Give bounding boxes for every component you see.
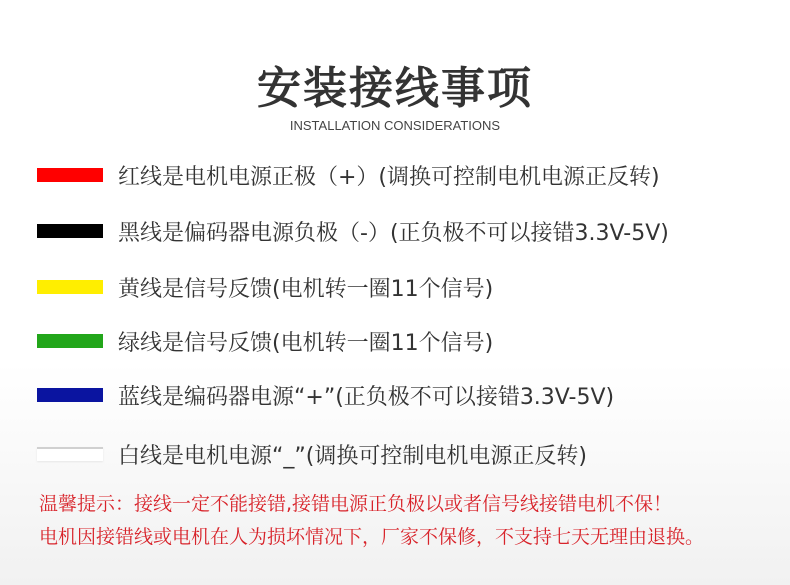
white-wire-description: 白线是电机电源“_”(调换可控制电机电源正反转): [118, 444, 587, 469]
yellow-wire-description: 黄线是信号反馈(电机转一圈11个信号): [118, 277, 494, 302]
wire-row-black: [0, 214, 790, 248]
page-subtitle: INSTALLATION CONSIDERATIONS: [289, 118, 501, 133]
wire-row-red: [0, 158, 790, 192]
wire-row-yellow: [0, 270, 790, 304]
black-wire-swatch: [37, 224, 103, 238]
wire-row-green: [0, 324, 790, 358]
page-title: 安装接线事项: [257, 63, 533, 114]
white-wire-swatch: [37, 447, 103, 461]
wire-row-blue: [0, 378, 790, 412]
black-wire-description: 黑线是偏码器电源负极（-）(正负极不可以接错3.3V-5V): [118, 221, 669, 246]
red-wire-description: 红线是电机电源正极（+）(调换可控制电机电源正反转): [118, 165, 660, 190]
warning-line-2: 电机因接错线或电机在人为损坏情况下，厂家不保修，不支持七天无理由退换。: [39, 526, 705, 548]
red-wire-swatch: [37, 168, 103, 182]
warning-line-1: 温馨提示：接线一定不能接错,接错电源正负极以或者信号线接错电机不保！: [39, 493, 673, 515]
blue-wire-description: 蓝线是编码器电源“+”(正负极不可以接错3.3V-5V): [118, 385, 615, 410]
green-wire-swatch: [37, 334, 103, 348]
yellow-wire-swatch: [37, 280, 103, 294]
wire-row-white: [0, 437, 790, 471]
blue-wire-swatch: [37, 388, 103, 402]
green-wire-description: 绿线是信号反馈(电机转一圈11个信号): [118, 331, 494, 356]
